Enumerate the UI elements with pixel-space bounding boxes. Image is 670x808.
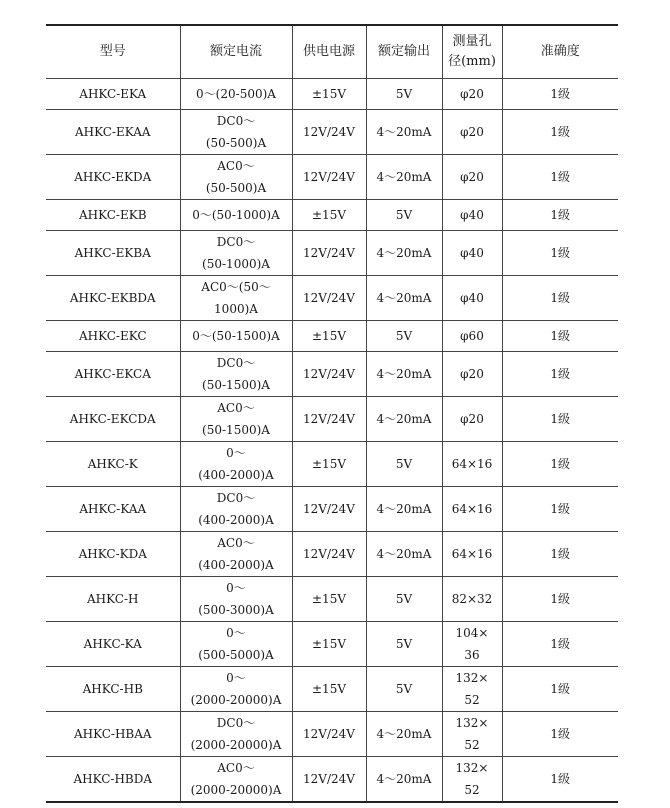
cell-power-supply: ±15V: [292, 79, 366, 110]
cell-power-supply: 12V/24V: [292, 712, 366, 757]
table-row: [46, 231, 618, 276]
table-body: [46, 79, 618, 803]
cell-rated-output: 4～20mA: [366, 487, 442, 532]
cell-power-supply: 12V/24V: [292, 110, 366, 155]
cell-aperture: 64×16: [442, 487, 502, 532]
cell-model: AHKC-KA: [46, 622, 180, 667]
cell-model: AHKC-EKB: [46, 200, 180, 231]
cell-power-supply: 12V/24V: [292, 276, 366, 321]
cell-aperture: φ40: [442, 231, 502, 276]
cell-rated-current: 0～ (500-3000)A: [180, 577, 292, 622]
cell-aperture: φ20: [442, 352, 502, 397]
cell-aperture: φ20: [442, 79, 502, 110]
cell-rated-current: AC0～(50～ 1000)A: [180, 276, 292, 321]
cell-accuracy: 1级: [502, 622, 618, 667]
table-row: [46, 442, 618, 487]
cell-rated-output: 4～20mA: [366, 231, 442, 276]
cell-rated-current: DC0～ (2000-20000)A: [180, 712, 292, 757]
cell-rated-current: 0～ (400-2000)A: [180, 442, 292, 487]
cell-rated-current: AC0～ (50-1500)A: [180, 397, 292, 442]
cell-aperture: φ40: [442, 200, 502, 231]
cell-model: AHKC-HBAA: [46, 712, 180, 757]
header-aperture: 测量孔 径(mm): [442, 25, 502, 79]
spec-table: [46, 24, 618, 803]
cell-power-supply: ±15V: [292, 321, 366, 352]
cell-rated-output: 4～20mA: [366, 155, 442, 200]
cell-accuracy: 1级: [502, 397, 618, 442]
cell-rated-output: 4～20mA: [366, 276, 442, 321]
cell-rated-current: 0～ (2000-20000)A: [180, 667, 292, 712]
cell-accuracy: 1级: [502, 442, 618, 487]
cell-power-supply: 12V/24V: [292, 231, 366, 276]
header-power-supply: 供电电源: [292, 25, 366, 79]
table-row: [46, 622, 618, 667]
table-row: [46, 352, 618, 397]
cell-accuracy: 1级: [502, 757, 618, 803]
cell-accuracy: 1级: [502, 200, 618, 231]
cell-rated-current: DC0～ (50-1500)A: [180, 352, 292, 397]
cell-accuracy: 1级: [502, 231, 618, 276]
cell-model: AHKC-EKCDA: [46, 397, 180, 442]
cell-rated-current: 0～(20-500)A: [180, 79, 292, 110]
table-row: [46, 577, 618, 622]
header-model: 型号: [46, 25, 180, 79]
cell-aperture: φ20: [442, 155, 502, 200]
cell-model: AHKC-EKAA: [46, 110, 180, 155]
table-row: [46, 487, 618, 532]
cell-accuracy: 1级: [502, 110, 618, 155]
cell-rated-output: 5V: [366, 577, 442, 622]
cell-aperture: 64×16: [442, 442, 502, 487]
cell-rated-current: 0～ (500-5000)A: [180, 622, 292, 667]
cell-power-supply: ±15V: [292, 667, 366, 712]
cell-accuracy: 1级: [502, 321, 618, 352]
cell-rated-current: AC0～ (400-2000)A: [180, 532, 292, 577]
cell-model: AHKC-EKDA: [46, 155, 180, 200]
cell-power-supply: ±15V: [292, 200, 366, 231]
table-row: [46, 397, 618, 442]
cell-model: AHKC-EKBDA: [46, 276, 180, 321]
cell-rated-output: 4～20mA: [366, 397, 442, 442]
cell-rated-output: 5V: [366, 200, 442, 231]
cell-model: AHKC-EKA: [46, 79, 180, 110]
cell-rated-current: 0～(50-1500)A: [180, 321, 292, 352]
table-row: [46, 79, 618, 110]
cell-accuracy: 1级: [502, 667, 618, 712]
cell-rated-current: AC0～ (2000-20000)A: [180, 757, 292, 803]
cell-rated-current: DC0～ (50-1000)A: [180, 231, 292, 276]
cell-rated-output: 4～20mA: [366, 110, 442, 155]
cell-model: AHKC-HBDA: [46, 757, 180, 803]
cell-aperture: 132× 52: [442, 667, 502, 712]
cell-model: AHKC-EKCA: [46, 352, 180, 397]
cell-model: AHKC-KDA: [46, 532, 180, 577]
cell-rated-output: 5V: [366, 79, 442, 110]
cell-aperture: φ40: [442, 276, 502, 321]
cell-aperture: 64×16: [442, 532, 502, 577]
cell-power-supply: 12V/24V: [292, 155, 366, 200]
table-row: [46, 712, 618, 757]
header-row: [46, 25, 618, 79]
cell-rated-output: 5V: [366, 321, 442, 352]
cell-accuracy: 1级: [502, 352, 618, 397]
table-row: [46, 667, 618, 712]
cell-model: AHKC-H: [46, 577, 180, 622]
cell-rated-current: 0～(50-1000)A: [180, 200, 292, 231]
cell-model: AHKC-HB: [46, 667, 180, 712]
cell-rated-output: 4～20mA: [366, 712, 442, 757]
cell-rated-output: 4～20mA: [366, 757, 442, 803]
cell-aperture: 104× 36: [442, 622, 502, 667]
cell-accuracy: 1级: [502, 276, 618, 321]
cell-accuracy: 1级: [502, 712, 618, 757]
cell-accuracy: 1级: [502, 155, 618, 200]
cell-power-supply: 12V/24V: [292, 352, 366, 397]
cell-aperture: 132× 52: [442, 757, 502, 803]
cell-model: AHKC-KAA: [46, 487, 180, 532]
cell-model: AHKC-EKC: [46, 321, 180, 352]
cell-rated-current: DC0～ (50-500)A: [180, 110, 292, 155]
cell-aperture: φ60: [442, 321, 502, 352]
cell-accuracy: 1级: [502, 79, 618, 110]
table-row: [46, 276, 618, 321]
cell-power-supply: ±15V: [292, 442, 366, 487]
cell-aperture: 82×32: [442, 577, 502, 622]
table-row: [46, 532, 618, 577]
cell-aperture: φ20: [442, 110, 502, 155]
cell-rated-output: 4～20mA: [366, 532, 442, 577]
cell-rated-current: AC0～ (50-500)A: [180, 155, 292, 200]
cell-aperture: φ20: [442, 397, 502, 442]
cell-aperture: 132× 52: [442, 712, 502, 757]
cell-power-supply: 12V/24V: [292, 757, 366, 803]
cell-rated-output: 5V: [366, 442, 442, 487]
cell-accuracy: 1级: [502, 577, 618, 622]
table-row: [46, 321, 618, 352]
cell-power-supply: 12V/24V: [292, 487, 366, 532]
cell-accuracy: 1级: [502, 487, 618, 532]
cell-model: AHKC-K: [46, 442, 180, 487]
cell-accuracy: 1级: [502, 532, 618, 577]
table-row: [46, 200, 618, 231]
table-row: [46, 757, 618, 803]
header-rated-current: 额定电流: [180, 25, 292, 79]
cell-power-supply: 12V/24V: [292, 397, 366, 442]
header-accuracy: 准确度: [502, 25, 618, 79]
cell-rated-output: 5V: [366, 622, 442, 667]
header-rated-output: 额定输出: [366, 25, 442, 79]
cell-rated-output: 4～20mA: [366, 352, 442, 397]
cell-rated-output: 5V: [366, 667, 442, 712]
cell-model: AHKC-EKBA: [46, 231, 180, 276]
cell-power-supply: ±15V: [292, 622, 366, 667]
cell-power-supply: ±15V: [292, 577, 366, 622]
table-row: [46, 155, 618, 200]
table-header: [46, 25, 618, 79]
cell-rated-current: DC0～ (400-2000)A: [180, 487, 292, 532]
table-row: [46, 110, 618, 155]
cell-power-supply: 12V/24V: [292, 532, 366, 577]
